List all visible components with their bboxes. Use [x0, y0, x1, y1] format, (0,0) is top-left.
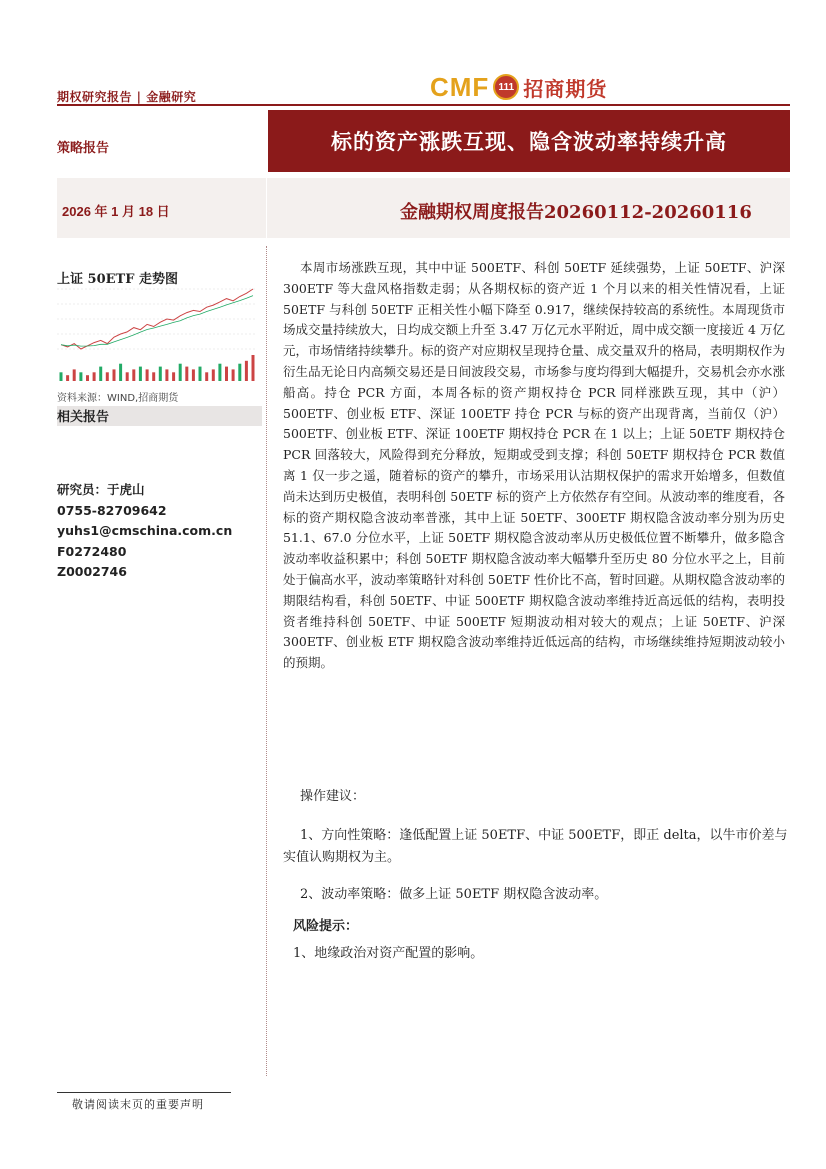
volume-bar: [86, 375, 89, 381]
related-reports-label: 相关报告: [57, 410, 110, 425]
logo-badge-icon: 111: [493, 74, 519, 100]
volume-bar: [245, 361, 248, 381]
risk-item: 1、地缘政治对资产配置的影响。: [293, 946, 484, 961]
volume-bar: [185, 367, 188, 381]
volume-bar: [152, 372, 155, 381]
footer-disclaimer: 敬请阅读末页的重要声明: [72, 1098, 204, 1111]
analyst-email[interactable]: yuhs1@cmschina.com.cn: [57, 523, 233, 538]
volume-bar: [225, 367, 228, 381]
volume-bar: [79, 372, 82, 381]
volume-bar: [232, 369, 235, 381]
report-category: 期权研究报告 | 金融研究: [57, 90, 197, 104]
analyst-phone: 0755-82709642: [57, 502, 167, 518]
volume-bar: [106, 372, 109, 381]
volume-bar: [66, 375, 69, 381]
chart-volume-bars: [60, 355, 255, 381]
band-separator: [266, 178, 267, 238]
volume-bar: [238, 364, 241, 381]
volume-bar: [146, 369, 149, 381]
risk-title: 风险提示：: [293, 919, 359, 934]
footer-divider: [57, 1092, 231, 1093]
company-logo: [430, 72, 607, 102]
volume-bar: [159, 367, 162, 381]
chart-grid: [57, 289, 257, 349]
report-title: 金融期权周度报告20260112-20260116: [400, 202, 752, 223]
chart-ma-line: [61, 296, 253, 347]
analyst-license-z: Z0002746: [57, 564, 127, 579]
report-date: 2026 年 1 月 18 日: [62, 204, 170, 219]
analyst-license-f: F0272480: [57, 543, 127, 559]
volume-bar: [252, 355, 255, 381]
volume-bar: [199, 367, 202, 381]
ops-title: 操作建议：: [300, 789, 366, 804]
etf-trend-chart: [57, 283, 257, 385]
chart-title: 上证 50ETF 走势图: [57, 272, 178, 287]
volume-bar: [179, 364, 182, 381]
volume-bar: [165, 369, 168, 381]
ops-direction: 1、方向性策略：逢低配置上证 50ETF、中证 500ETF，即正 delta，以牛市价差与实值认购期权为主。: [283, 828, 788, 865]
volume-bar: [139, 367, 142, 381]
volume-bar: [192, 369, 195, 381]
volume-bar: [212, 369, 215, 381]
volume-bar: [126, 372, 129, 381]
column-divider: [266, 246, 267, 1076]
volume-bar: [218, 364, 221, 381]
logo-company-name: 招商期货: [523, 76, 608, 101]
analyst-info: [57, 480, 232, 583]
volume-bar: [119, 364, 122, 381]
volume-bar: [113, 369, 116, 381]
logo-cmf-text: CMF: [430, 71, 490, 102]
ops-volatility: 2、波动率策略：做多上证 50ETF 期权隐含波动率。: [300, 887, 608, 902]
main-body-paragraph: 本周市场涨跌互现，其中中证 500ETF、科创 50ETF 延续强势，上证 50ETF、沪深 300ETF 等大盘风格指数走弱；从各期权标的资产近 1 个月以来的相关性情况看，上证 50ETF 与科创 50ETF 正相关性小幅下降至 0.917，继续保持较高的系统性。本周现货市场成交量持续放大，日均成交额上升至 3.47 万亿元水平附近，周中成交额一度接近 4 万亿元，市场情绪持续攀升。标的资产对应期权呈现持仓量、成交量双升的格局，表明期权作为衍生品无论日内高频交易还是日间波段交易，市场参与度均得到大幅提升，交易机会亦水涨船高。持仓 PCR 方面，本周各标的资产期权持仓 PCR 同样涨跌互现，其中（沪）500ETF、创业板 ETF、深证 100ETF 持仓 PCR 与标的资产出现背离，当前仅（沪）500ETF、创业板 ETF、深证 100ETF 期权持仓 PCR 在 1 以上；上证 50ETF 期权持仓 PCR 回落较大，风险得到充分释放，短期或受到支撑；科创 50ETF 期权持仓 PCR 数值离 1 仅一步之遥，随着标的资产的攀升，市场采用认沽期权保护的需求开始增多，但数值尚未达到历史极值，表明科创 50ETF 标的资产上方依然存有空间。从波动率的维度看，各标的资产期权隐含波动率普涨，其中上证 50ETF、300ETF 期权隐含波动率分别为历史 51.1、67.0 分位水平，上证 50ETF 期权隐含波动率从历史极低位置不断攀升，做多隐含波动率收益积累中；科创 50ETF 期权隐含波动率大幅攀升至历史 80 分位水平之上，目前处于偏高水平，波动率策略针对科创 50ETF 性价比不高，暂时回避。从期权隐含波动率的期限结构看，科创 50ETF、中证 500ETF 期权隐含波动率维持近高远低的结构，表明投资者维持科创 50ETF、中证 500ETF 短期波动相对较大的观点；上证 50ETF、沪深 300ETF、创业板 ETF 期权隐含波动率维持近低远高的结构，市场继续维持短期波动较小的预期。: [283, 260, 785, 671]
volume-bar: [132, 369, 135, 381]
volume-bar: [60, 372, 63, 381]
volume-bar: [99, 367, 102, 381]
banner-title: 标的资产涨跌互现、隐含波动率持续升高: [268, 110, 790, 172]
related-reports-header: [57, 406, 262, 426]
header-divider: [57, 104, 790, 106]
chart-source: 资料来源：WIND,招商期货: [57, 393, 179, 404]
strategy-label: 策略报告: [57, 141, 110, 156]
volume-bar: [172, 372, 175, 381]
volume-bar: [205, 372, 208, 381]
analyst-name: 研究员：于虎山: [57, 482, 145, 497]
volume-bar: [73, 369, 76, 381]
volume-bar: [93, 372, 96, 381]
